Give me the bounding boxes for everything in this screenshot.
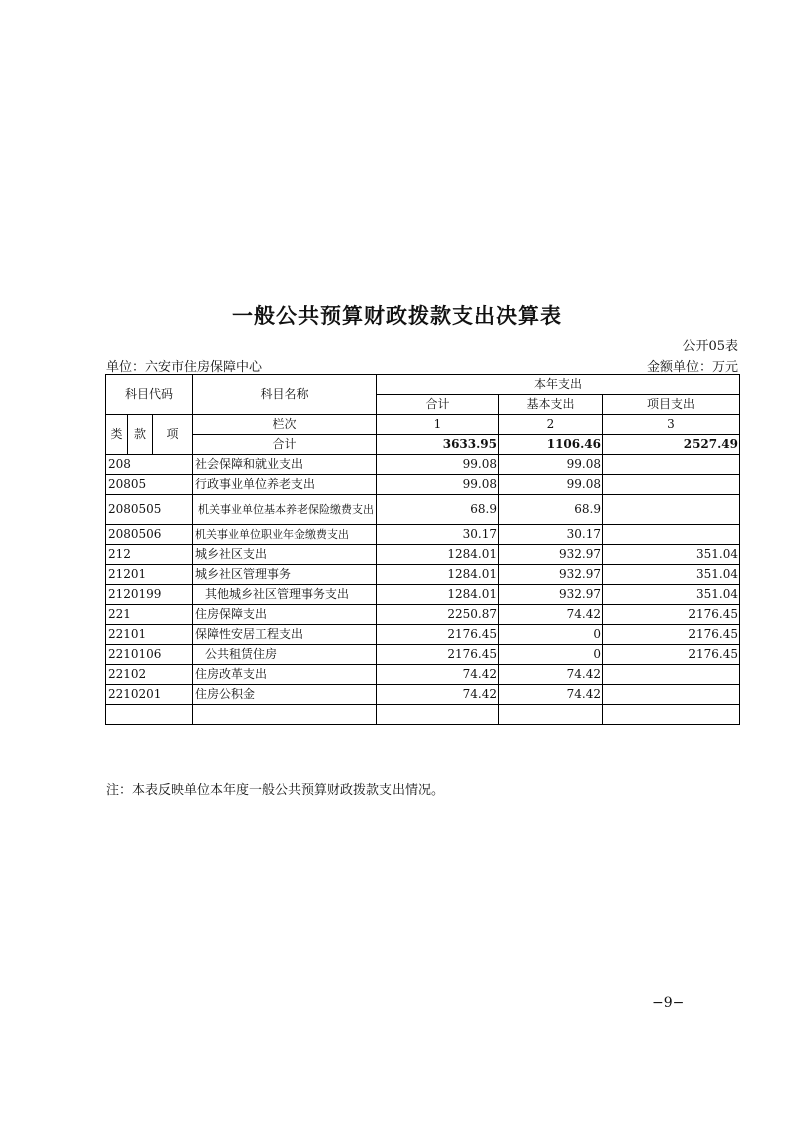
total-basic: 1106.46 — [499, 435, 603, 455]
row-total: 74.42 — [377, 665, 499, 685]
row-total: 1284.01 — [377, 585, 499, 605]
row-project — [603, 685, 740, 705]
table-row — [106, 565, 740, 585]
amount-unit-label: 金额单位：万元 — [646, 360, 738, 375]
row-code: 221 — [106, 605, 193, 625]
row-name: 机关事业单位职业年金缴费支出 — [193, 525, 377, 545]
total-row — [106, 435, 740, 455]
unit-label: 单位：六安市住房保障中心 — [106, 360, 263, 375]
row-code: 2210106 — [106, 645, 193, 665]
row-name: 保障性安居工程支出 — [193, 625, 377, 645]
row-total: 2176.45 — [377, 625, 499, 645]
row-project: 351.04 — [603, 545, 740, 565]
table-row — [106, 585, 740, 605]
row-code: 2080505 — [106, 495, 193, 525]
row-basic: 68.9 — [499, 495, 603, 525]
row-basic: 74.42 — [499, 605, 603, 625]
row-project — [603, 665, 740, 685]
row-total: 99.08 — [377, 455, 499, 475]
table-row — [106, 605, 740, 625]
table-row — [106, 525, 740, 545]
row-project: 351.04 — [603, 585, 740, 605]
row-basic: 932.97 — [499, 545, 603, 565]
row-code: 22101 — [106, 625, 193, 645]
row-code: 2080506 — [106, 525, 193, 545]
row-basic: 74.42 — [499, 665, 603, 685]
column-number-2: 2 — [499, 415, 603, 435]
table-row — [106, 625, 740, 645]
row-basic: 99.08 — [499, 455, 603, 475]
table-row — [106, 665, 740, 685]
page-number: −9− — [652, 995, 685, 1011]
table-row — [106, 545, 740, 565]
header-annual-expense: 本年支出 — [377, 375, 740, 395]
table-note: 注：本表反映单位本年度一般公共预算财政拨款支出情况。 — [106, 783, 445, 798]
header-column-order: 栏次 — [193, 415, 377, 435]
row-code: 208 — [106, 455, 193, 475]
total-label: 合计 — [193, 435, 377, 455]
empty-row — [106, 705, 740, 725]
row-name: 行政事业单位养老支出 — [193, 475, 377, 495]
row-total: 30.17 — [377, 525, 499, 545]
row-basic: 30.17 — [499, 525, 603, 545]
total-project: 2527.49 — [603, 435, 740, 455]
total-amount: 3633.95 — [377, 435, 499, 455]
row-name: 住房改革支出 — [193, 665, 377, 685]
table-row — [106, 495, 740, 525]
row-basic: 99.08 — [499, 475, 603, 495]
header-basic: 基本支出 — [499, 395, 603, 415]
table-row — [106, 685, 740, 705]
row-name: 住房公积金 — [193, 685, 377, 705]
row-project: 2176.45 — [603, 645, 740, 665]
row-total: 1284.01 — [377, 565, 499, 585]
row-total: 68.9 — [377, 495, 499, 525]
row-total: 99.08 — [377, 475, 499, 495]
header-xiang: 项 — [153, 415, 193, 455]
row-name: 机关事业单位基本养老保险缴费支出 — [193, 495, 377, 525]
table-row — [106, 645, 740, 665]
header-subject-code: 科目代码 — [106, 375, 193, 415]
header-subject-name: 科目名称 — [193, 375, 377, 415]
row-project — [603, 475, 740, 495]
row-basic: 74.42 — [499, 685, 603, 705]
row-basic: 932.97 — [499, 585, 603, 605]
row-name: 公共租赁住房 — [193, 645, 377, 665]
row-basic: 0 — [499, 645, 603, 665]
row-name: 城乡社区支出 — [193, 545, 377, 565]
table-row — [106, 475, 740, 495]
row-code: 21201 — [106, 565, 193, 585]
form-number: 公开05表 — [682, 339, 738, 354]
page-title: 一般公共预算财政拨款支出决算表 — [232, 303, 562, 328]
row-total: 2176.45 — [377, 645, 499, 665]
row-basic: 932.97 — [499, 565, 603, 585]
row-project: 2176.45 — [603, 605, 740, 625]
row-basic: 0 — [499, 625, 603, 645]
row-code: 212 — [106, 545, 193, 565]
row-code: 20805 — [106, 475, 193, 495]
row-project: 2176.45 — [603, 625, 740, 645]
header-total: 合计 — [377, 395, 499, 415]
row-total: 74.42 — [377, 685, 499, 705]
column-number-1: 1 — [377, 415, 499, 435]
row-code: 22102 — [106, 665, 193, 685]
row-total: 2250.87 — [377, 605, 499, 625]
row-code: 2210201 — [106, 685, 193, 705]
row-project — [603, 525, 740, 545]
row-project — [603, 495, 740, 525]
row-name: 城乡社区管理事务 — [193, 565, 377, 585]
row-project — [603, 455, 740, 475]
row-name: 其他城乡社区管理事务支出 — [193, 585, 377, 605]
row-total: 1284.01 — [377, 545, 499, 565]
column-number-3: 3 — [603, 415, 740, 435]
header-lei: 类 — [106, 415, 128, 455]
header-project: 项目支出 — [603, 395, 740, 415]
expense-table — [105, 374, 740, 725]
row-name: 住房保障支出 — [193, 605, 377, 625]
row-name: 社会保障和就业支出 — [193, 455, 377, 475]
row-project: 351.04 — [603, 565, 740, 585]
row-code: 2120199 — [106, 585, 193, 605]
table-row — [106, 455, 740, 475]
header-kuan: 款 — [128, 415, 153, 455]
